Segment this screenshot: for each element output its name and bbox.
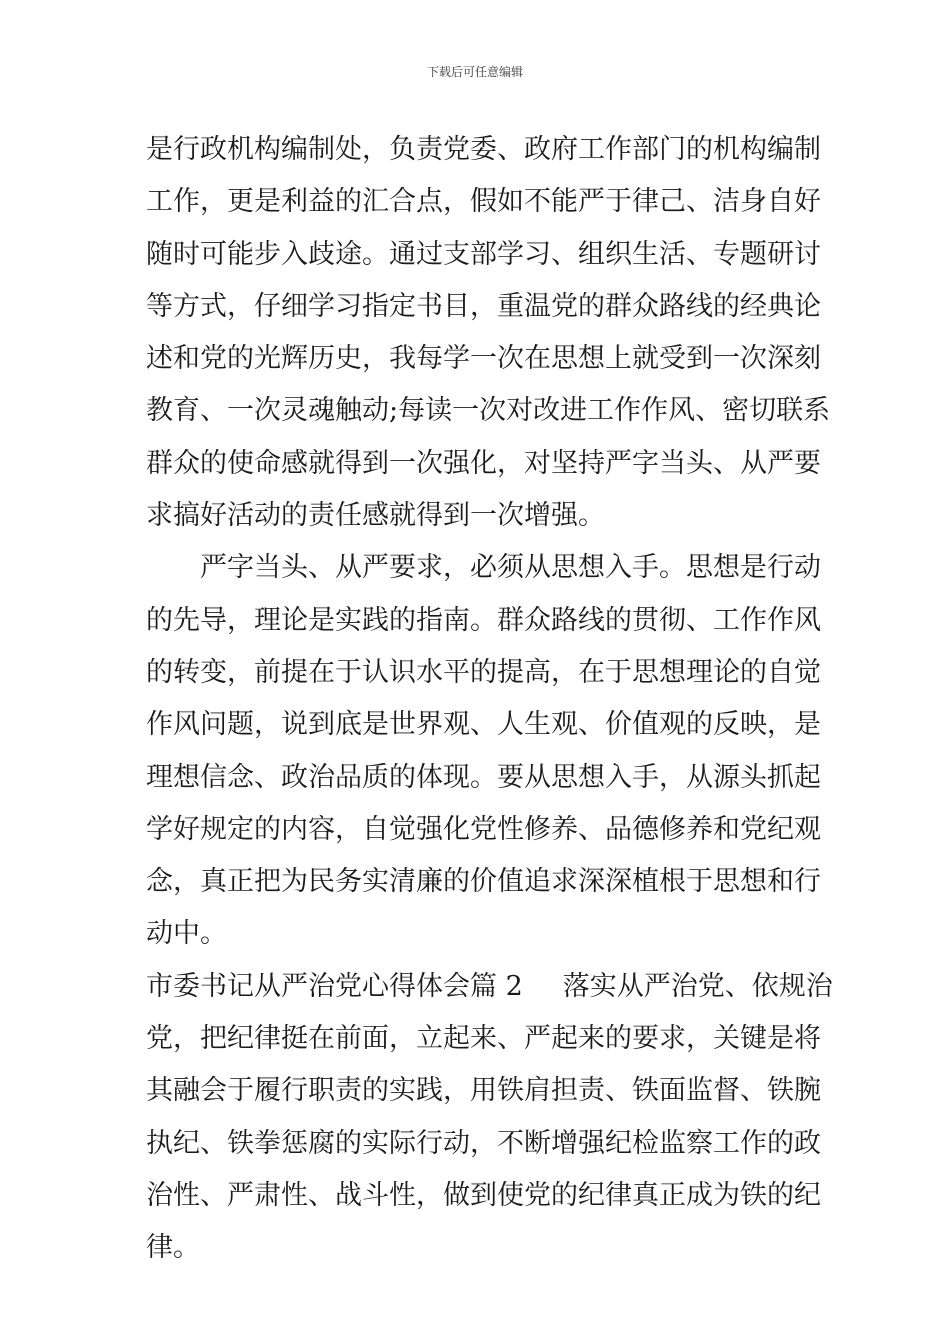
paragraph2-line: 动中。 — [146, 918, 227, 950]
paragraph2-line: 的转变，前提在于认识水平的提高，在于思想理论的自觉 — [146, 656, 821, 688]
section-title-line — [146, 961, 833, 1013]
paragraph1-line: 随时可能步入歧途。通过支部学习、组织生活、专题研讨 — [146, 238, 821, 270]
paragraph1-line: 教育、一次灵魂触动;每读一次对改进工作作风、密切联系 — [146, 395, 831, 427]
paragraph1-line: 是行政机构编制处，负责党委、政府工作部门的机构编制 — [146, 134, 821, 165]
page-header: 下载后可任意编辑 — [426, 65, 523, 79]
paragraph3-line: 律。 — [146, 1232, 200, 1264]
paragraph3-line: 其融会于履行职责的实践，用铁肩担责、铁面监督、铁腕 — [146, 1075, 821, 1107]
paragraph1-line: 群众的使命感就得到一次强化，对坚持严字当头、从严要 — [146, 447, 821, 479]
paragraph2-line: 严字当头、从严要求，必须从思想入手。思想是行动 — [200, 552, 821, 584]
paragraph1-line: 工作，更是利益的汇合点，假如不能严于律己、洁身自好 — [146, 186, 821, 218]
paragraph2-line: 的先导，理论是实践的指南。群众路线的贯彻、工作作风 — [146, 604, 821, 636]
section-title: 市委书记从严治党心得体会篇 2 — [146, 970, 523, 1002]
paragraph2-line: 理想信念、政治品质的体现。要从思想入手，从源头抓起 — [146, 761, 821, 793]
paragraph1-line: 等方式，仔细学习指定书目，重温党的群众路线的经典论 — [146, 290, 821, 322]
paragraph3-first: 落实从严治党、依规治 — [562, 970, 833, 1002]
paragraph1-line: 求搞好活动的责任感就得到一次增强。 — [146, 500, 605, 532]
paragraph2-line: 作风问题，说到底是世界观、人生观、价值观的反映，是 — [146, 709, 821, 741]
paragraph2-line: 学好规定的内容，自觉强化党性修养、品德修养和党纪观 — [146, 813, 821, 845]
document-body — [146, 124, 833, 1275]
paragraph3-line: 执纪、铁拳惩腐的实际行动，不断增强纪检监察工作的政 — [146, 1127, 821, 1159]
paragraph3-line: 党，把纪律挺在前面，立起来、严起来的要求，关键是将 — [146, 1023, 821, 1055]
paragraph2-line: 念，真正把为民务实清廉的价值追求深深植根于思想和行 — [146, 866, 821, 898]
paragraph3-line: 治性、严肃性、战斗性，做到使党的纪律真正成为铁的纪 — [146, 1179, 821, 1211]
paragraph1-line: 述和党的光辉历史，我每学一次在思想上就受到一次深刻 — [146, 343, 821, 375]
